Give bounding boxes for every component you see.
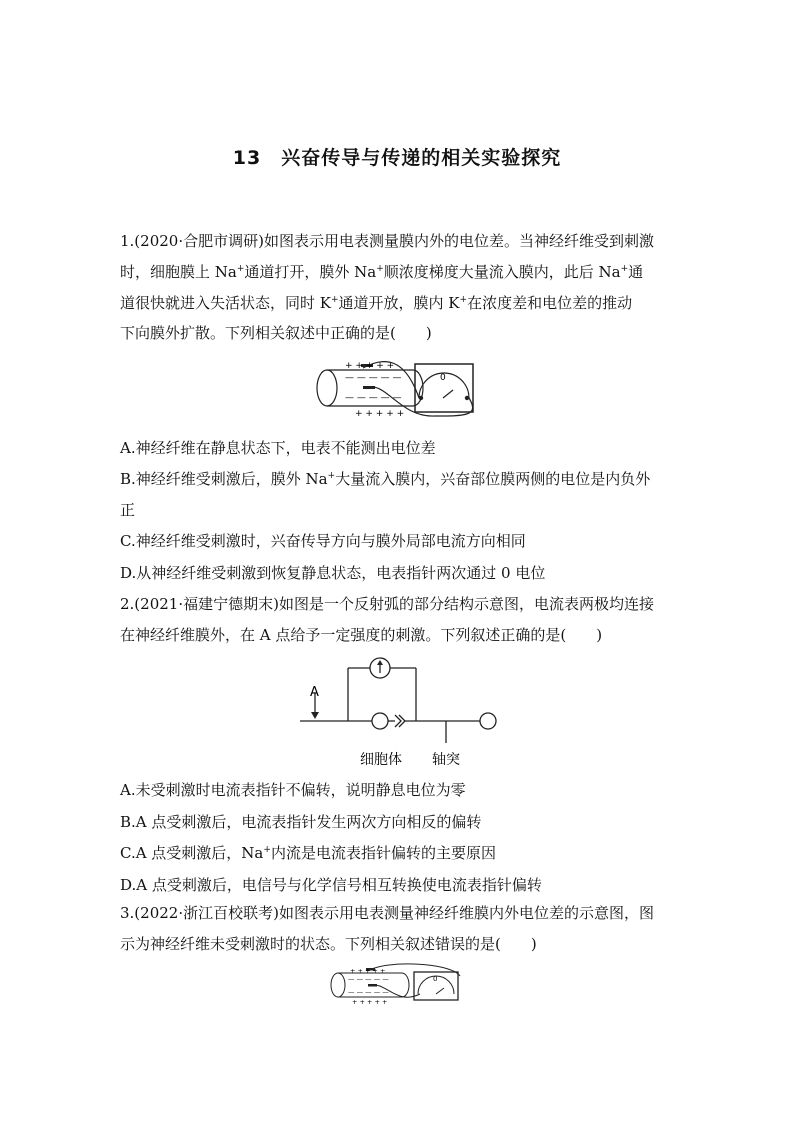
fiber-end-ellipse [317, 370, 337, 406]
q2-option-c[interactable]: C.A 点受刺激后，Na+内流是电流表指针偏转的主要原因 [120, 844, 496, 862]
q2-option-a[interactable]: A.未受刺激时电流表指针不偏转，说明静息电位为零 [120, 781, 466, 799]
q1-option-c[interactable]: C.神经纤维受刺激时，兴奋传导方向与膜外局部电流方向相同 [120, 532, 526, 550]
q3-top-charges: + + + + + [350, 967, 386, 975]
q1-top-charges: + + + + + [345, 361, 395, 371]
q1-bottom-charges: + + + + + [355, 409, 405, 419]
q1-option-a[interactable]: A.神经纤维在静息状态下，电表不能测出电位差 [120, 439, 436, 457]
q2-option-b[interactable]: B.A 点受刺激后，电流表指针发生两次方向相反的偏转 [120, 813, 482, 831]
q3-stem-line1: 3.(2022·浙江百校联考)如图表示用电表测量神经纤维膜内外电位差的示意图，图 [120, 904, 654, 922]
q2-stem-line2: 在神经纤维膜外，在 A 点给予一定强度的刺激。下列叙述正确的是( ) [120, 626, 603, 644]
q1-option-b-line2: 正 [120, 501, 136, 519]
svg-text:— — — — —: — — — — — [345, 373, 402, 383]
q3-nerve-electrometer-figure [330, 966, 465, 1006]
q1-option-b-line1[interactable]: B.神经纤维受刺激后，膜外 Na+大量流入膜内，兴奋部位膜两侧的电位是内负外 [120, 470, 651, 488]
q2-point-a-label: A [310, 685, 319, 700]
q1-stem-line4: 下向膜外扩散。下列相关叙述中正确的是( ) [120, 324, 432, 342]
q3-bottom-charges: + + + + + [352, 998, 388, 1006]
q1-stem-line3: 道很快就进入失活状态，同时 K+通道开放，膜内 K+在浓度差和电位差的推动 [120, 294, 633, 312]
q1-nerve-electrometer-figure [315, 358, 485, 420]
svg-text:— — — — —: — — — — — [348, 988, 389, 996]
page-title: 13 兴奋传导与传递的相关实验探究 [232, 147, 562, 169]
q1-stem-line2: 时，细胞膜上 Na+通道打开，膜外 Na+顺浓度梯度大量流入膜内，此后 Na+通 [120, 263, 644, 281]
receptor-circle [480, 713, 496, 729]
q3-zero-label: 0 [433, 975, 438, 983]
q1-stem-line1: 1.(2020·合肥市调研)如图表示用电表测量膜内外的电位差。当神经纤维受到刺激 [120, 232, 654, 250]
q2-axon-label: 轴突 [432, 752, 460, 768]
q2-cell-body-label: 细胞体 [360, 752, 402, 768]
q3-stem-line2: 示为神经纤维未受刺激时的状态。下列相关叙述错误的是( ) [120, 935, 537, 953]
electrometer-box [415, 364, 473, 412]
svg-text:— — — — —: — — — — — [345, 393, 402, 403]
cell-body-circle [372, 713, 388, 729]
q1-zero-label: 0 [440, 373, 446, 383]
q2-reflex-arc-figure [300, 655, 500, 770]
q1-option-d[interactable]: D.从神经纤维受刺激到恢复静息状态，电表指针两次通过 0 电位 [120, 564, 546, 582]
svg-text:— — — — —: — — — — — [348, 975, 389, 983]
q2-stem-line1: 2.(2021·福建宁德期末)如图是一个反射弧的部分结构示意图，电流表两极均连接 [120, 595, 654, 613]
q2-option-d[interactable]: D.A 点受刺激后，电信号与化学信号相互转换使电流表指针偏转 [120, 876, 542, 894]
